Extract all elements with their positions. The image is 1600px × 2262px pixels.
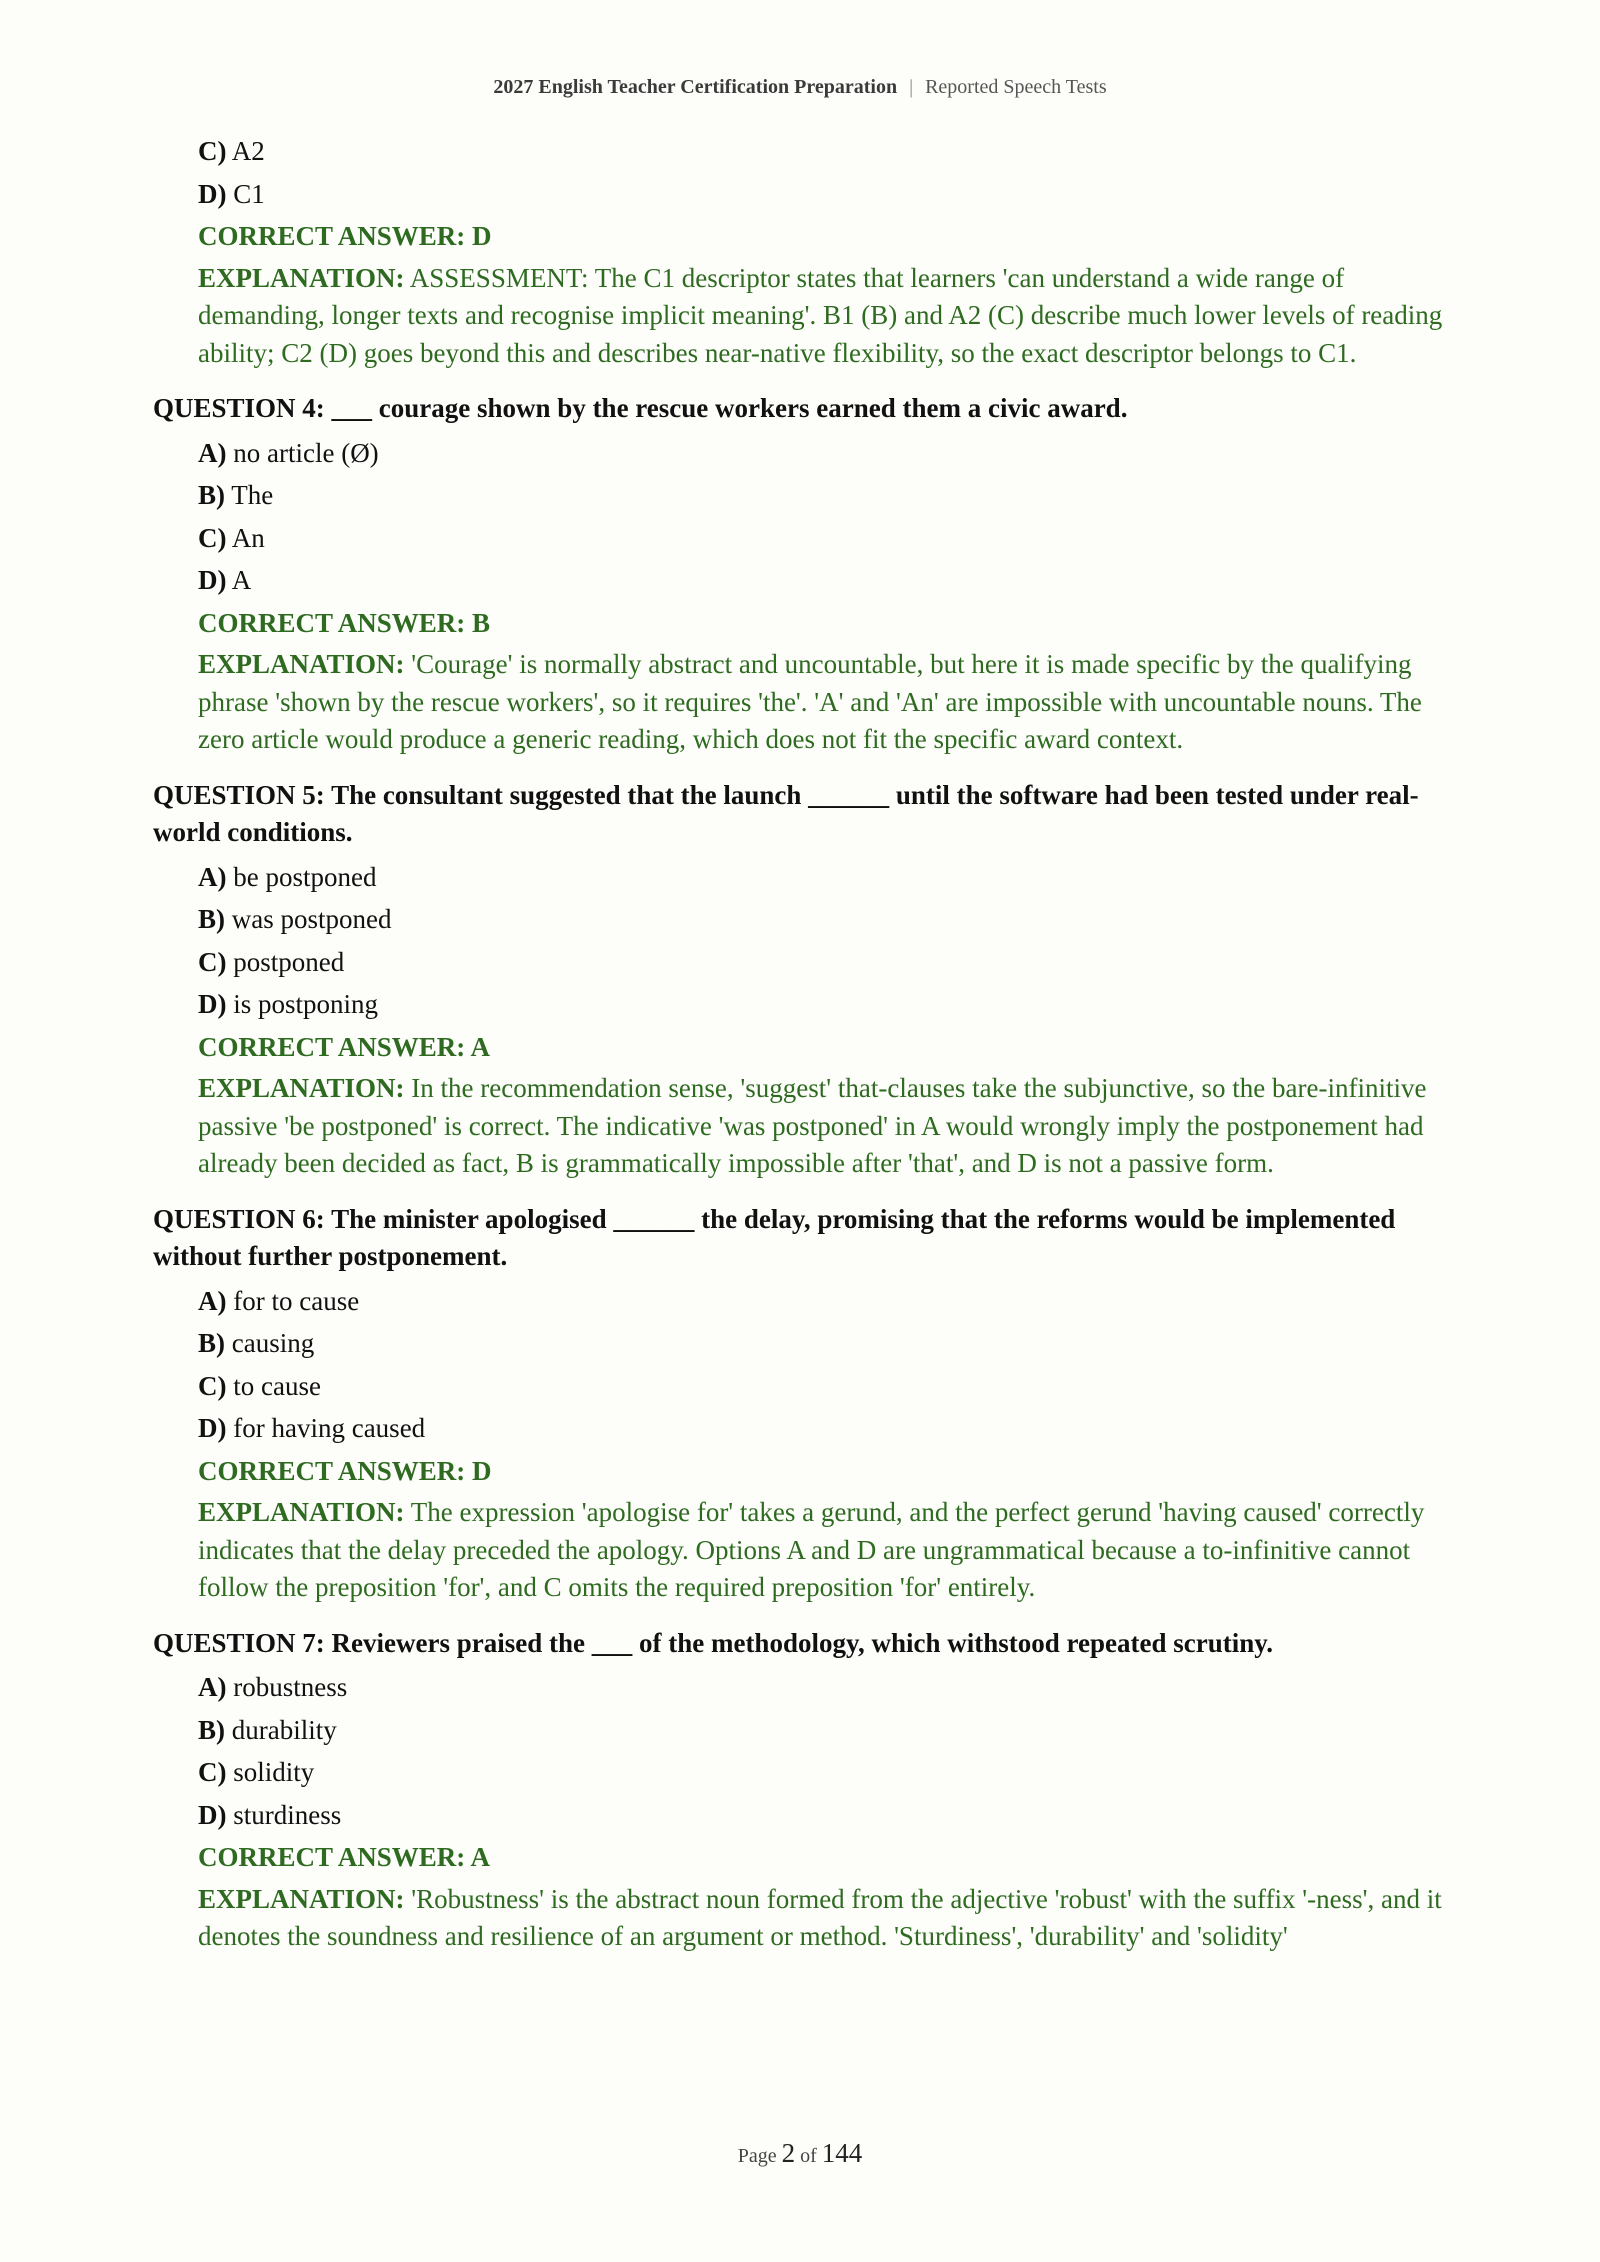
header-title: 2027 English Teacher Certification Preparation (493, 76, 898, 98)
option-letter: B) (198, 1714, 225, 1745)
explanation-label: EXPLANATION: (198, 1883, 405, 1914)
question-body: The consultant suggested that the launch ______ until the software had been tested under real-world conditions. (153, 779, 1419, 847)
explanation (198, 1492, 1453, 1607)
explanation (198, 258, 1453, 373)
correct-answer: CORRECT ANSWER: B (198, 607, 491, 638)
option-text: postponed (233, 946, 345, 977)
option-letter: C) (198, 1370, 227, 1401)
header-separator: | (909, 76, 914, 98)
option-b (198, 898, 1453, 941)
option-letter: D) (198, 1799, 227, 1830)
option-letter: B) (198, 904, 225, 934)
option-text: causing (231, 1328, 315, 1358)
explanation-label: EXPLANATION: (198, 649, 405, 679)
option-text: was postponed (231, 904, 392, 934)
option-text: no article (Ø) (233, 437, 379, 468)
option-a (198, 1666, 1453, 1709)
explanation-label: EXPLANATION: (198, 1497, 405, 1527)
explanation (198, 644, 1453, 759)
explanation-text: ASSESSMENT: The C1 descriptor states that learners 'can understand a wide range of demanding, longer texts and recognise implicit meaning'. B1 (B) and A2 (C) describe much lower levels of reading ability; C2 (D) goes beyond this and describes near-native flexibility, so the exact descriptor belongs to C1. (198, 262, 1443, 368)
question-5 (153, 777, 1453, 1183)
option-letter: D) (198, 989, 227, 1019)
option-letter: D) (198, 178, 227, 209)
option-text: to cause (233, 1370, 321, 1401)
option-letter: A) (198, 437, 227, 468)
page-word: Page (737, 2145, 777, 2167)
total-pages: 144 (821, 2138, 863, 2168)
option-text: A2 (231, 136, 265, 166)
correct-answer: CORRECT ANSWER: A (198, 1031, 491, 1062)
explanation-text: The expression 'apologise for' takes a gerund, and the perfect gerund 'having caused' correctly indicates that the delay preceded the apology. Options A and D are ungrammatical because a to-infinitive cannot follow the preposition 'for', and C omits the required preposition 'for' entirely. (198, 1497, 1425, 1602)
question-body: Reviewers praised the ___ of the methodology, which withstood repeated scrutiny. (331, 1627, 1274, 1658)
option-b (198, 1709, 1453, 1752)
header-subtitle: Reported Speech Tests (925, 76, 1107, 98)
option-text: C1 (233, 178, 265, 209)
option-b (198, 474, 1453, 517)
option-text: The (231, 480, 274, 510)
option-letter: C) (198, 522, 227, 553)
explanation-text: 'Robustness' is the abstract noun formed from the adjective 'robust' with the suffix '-ness', and it denotes the soundness and resilience of an argument or method. 'Sturdiness', 'durability' and 'solidity' (198, 1883, 1442, 1951)
explanation-label: EXPLANATION: (198, 1073, 405, 1103)
option-letter: C) (198, 136, 227, 166)
option-letter: B) (198, 1328, 225, 1358)
option-text: A (231, 565, 252, 595)
question-body: ___ courage shown by the rescue workers earned them a civic award. (331, 393, 1128, 423)
explanation-label: EXPLANATION: (198, 262, 405, 293)
page-footer (0, 2138, 1600, 2169)
question-text (153, 1201, 1453, 1276)
question-7 (153, 1625, 1453, 1956)
question-label: QUESTION 4: (153, 393, 325, 423)
question-3-continued (153, 130, 1453, 372)
of-word: of (800, 2145, 817, 2167)
page-header (0, 76, 1600, 99)
correct-answer: CORRECT ANSWER: A (198, 1842, 491, 1872)
option-a (198, 1280, 1453, 1323)
explanation (198, 1068, 1453, 1183)
option-letter: C) (198, 946, 227, 977)
option-letter: A) (198, 861, 227, 892)
option-d (198, 983, 1453, 1026)
option-letter: A) (198, 1672, 227, 1702)
option-a (198, 432, 1453, 475)
option-text: solidity (233, 1757, 315, 1787)
option-text: is postponing (233, 989, 379, 1019)
option-text: for to cause (233, 1285, 360, 1316)
option-c (198, 1365, 1453, 1408)
question-4 (153, 390, 1453, 759)
question-6 (153, 1201, 1453, 1607)
question-text (153, 390, 1453, 428)
option-d (198, 173, 1453, 216)
option-a (198, 856, 1453, 899)
option-c (198, 1751, 1453, 1794)
question-text (153, 1625, 1453, 1663)
option-letter: A) (198, 1285, 227, 1316)
option-c (198, 130, 1453, 173)
option-text: be postponed (233, 861, 377, 892)
option-text: durability (231, 1714, 337, 1745)
question-text (153, 777, 1453, 852)
option-letter: B) (198, 480, 225, 510)
page-content (153, 130, 1453, 1956)
option-d (198, 1407, 1453, 1450)
option-letter: D) (198, 565, 227, 595)
question-label: QUESTION 5: (153, 779, 325, 810)
question-label: QUESTION 7: (153, 1627, 325, 1658)
option-c (198, 517, 1453, 560)
option-text: An (231, 522, 265, 553)
option-d (198, 559, 1453, 602)
question-label: QUESTION 6: (153, 1203, 325, 1234)
explanation-text: In the recommendation sense, 'suggest' that-clauses take the subjunctive, so the bare-infinitive passive 'be postponed' is correct. The indicative 'was postponed' in A would wrongly imply the postponement had already been decided as fact, B is grammatically impossible after 'that', and D is not a passive form. (198, 1073, 1427, 1178)
option-b (198, 1322, 1453, 1365)
option-d (198, 1794, 1453, 1837)
page-number: 2 (781, 2138, 796, 2168)
option-text: for having caused (233, 1413, 426, 1443)
explanation (198, 1879, 1453, 1956)
correct-answer: CORRECT ANSWER: D (198, 1455, 492, 1486)
explanation-text: 'Courage' is normally abstract and uncountable, but here it is made specific by the qualifying phrase 'shown by the rescue workers', so it requires 'the'. 'A' and 'An' are impossible with uncountable nouns. The zero article would produce a generic reading, which does not fit the specific award context. (198, 649, 1422, 754)
option-letter: D) (198, 1413, 227, 1443)
option-text: sturdiness (233, 1799, 342, 1830)
option-letter: C) (198, 1757, 227, 1787)
correct-answer: CORRECT ANSWER: D (198, 221, 492, 251)
question-body: The minister apologised ______ the delay, promising that the reforms would be implemented without further postponement. (153, 1203, 1396, 1271)
option-c (198, 941, 1453, 984)
option-text: robustness (233, 1672, 348, 1702)
